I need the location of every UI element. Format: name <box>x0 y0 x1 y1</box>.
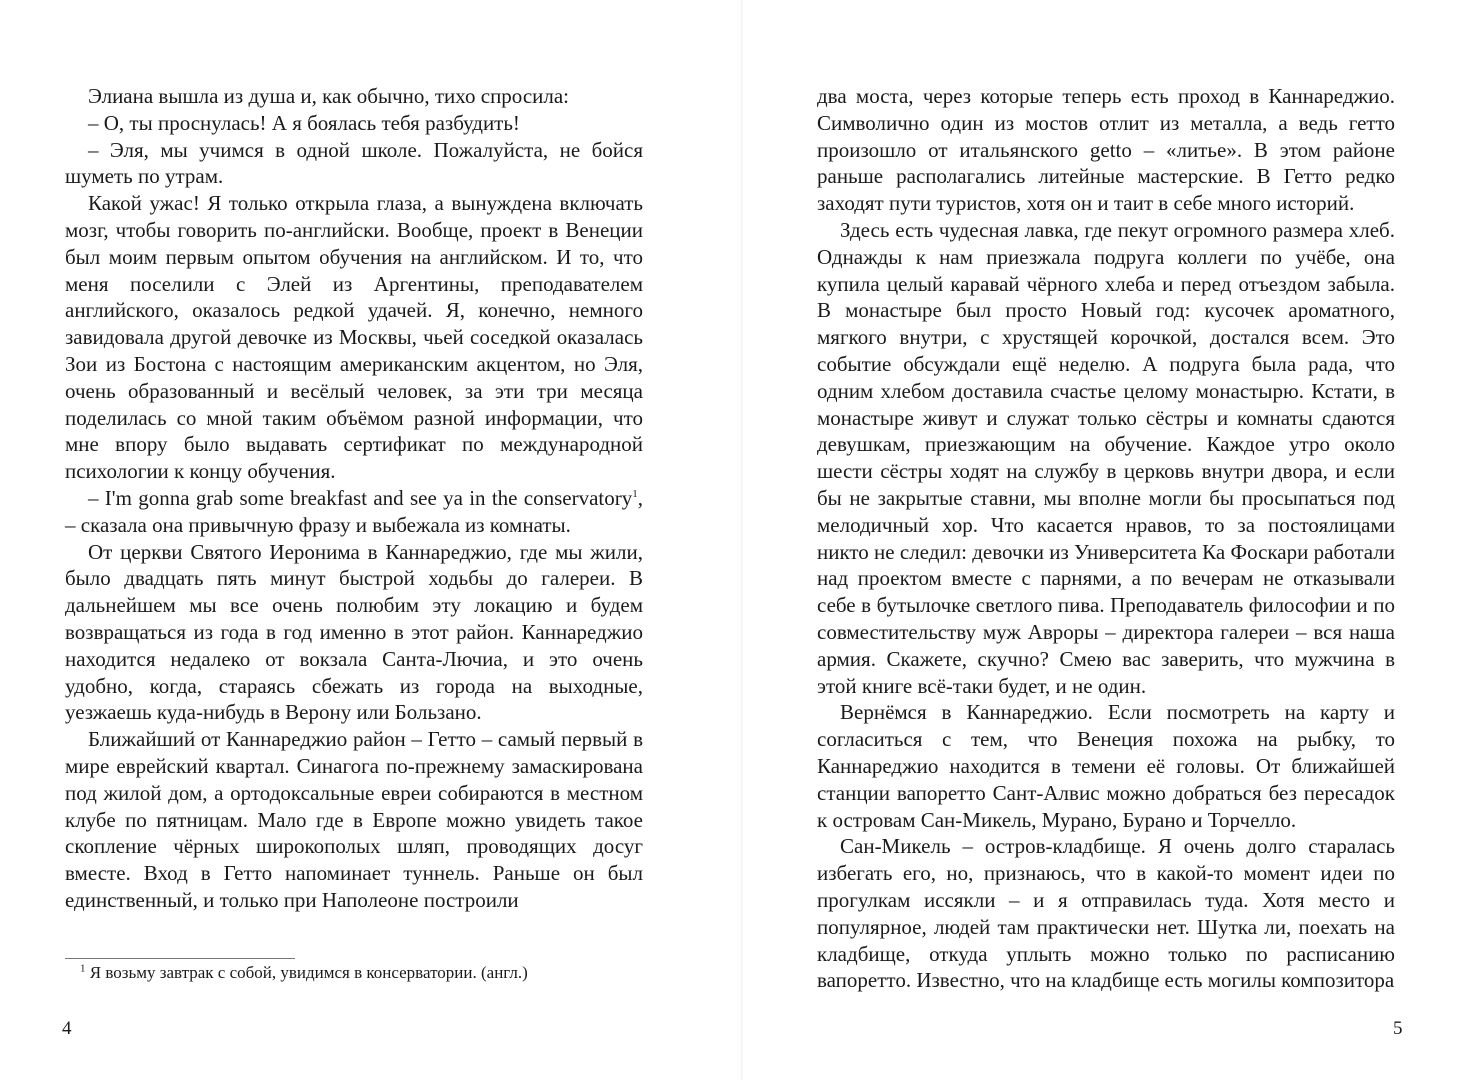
footnote-reference: 1 <box>632 487 638 500</box>
left-text-column <box>65 83 643 914</box>
paragraph: Сан-Микель – остров-кладбище. Я очень долго старалась избегать его, но, признаюсь, что в какой-то момент идеи по прогулкам иссякли – и я отправилась туда. Хотя место и популярное, людей там практически нет. Шутка ли, поехать на кладбище, откуда уплыть можно только по расписанию вапоретто. Известно, что на кладбище есть могилы композитора <box>817 834 1395 993</box>
footnote <box>80 962 640 984</box>
paragraph: От церкви Святого Иеронима в Каннареджио, где мы жили, было двадцать пять минут быстрой ходьбы до галереи. В дальнейшем мы все очень полюбим эту локацию и будем возвращаться из года в год именно в этот район. Каннареджио находится недалеко от вокзала Санта-Лючиа, и это очень удобно, когда, стараясь сбежать из города на выходные, уезжаешь куда-нибудь в Верону или Бользано. <box>65 539 643 725</box>
footnote-mark: 1 <box>80 962 86 975</box>
right-page <box>742 0 1484 1080</box>
paragraph: – О, ты проснулась! А я боялась тебя разбудить! <box>88 110 520 135</box>
paragraph-continued: два моста, через которые теперь есть проход в Каннареджио. Символично один из мостов отлит из металла, а ведь гетто произошло от итальянского getto – «литье». В этом районе раньше располагались литейные мастерские. В Гетто редко заходят пути туристов, хотя он и таит в себе много историй. <box>817 84 1395 216</box>
right-text-column <box>817 83 1395 994</box>
paragraph: Вернёмся в Каннареджио. Если посмотреть на карту и согласиться с тем, что Венеция похожа на рыбку, то Каннареджио находится в темени её головы. От ближайшей станции вапоретто Сант-Алвис можно добраться без пересадок к островам Сан-Микель, Мурано, Бурано и Торчелло. <box>817 700 1395 832</box>
paragraph: Ближайший от Каннареджио район – Гетто – самый первый в мире еврейский квартал. Синагога по-прежнему замаскирована под жилой дом, а ортодоксальные евреи собираются в местном клубе по пятницам. Мало где в Европе можно увидеть такое скопление чёрных широкополых шляп, проводящих досуг вместе. Вход в Гетто напоминает туннель. Раньше он был единственный, и только при Наполеоне построили <box>65 727 643 912</box>
paragraph: Здесь есть чудесная лавка, где пекут огромного размера хлеб. Однажды к нам приезжала подруга коллеги по учёбе, она купила целый каравай чёрного хлеба и перед отъездом забыла. В монастыре был просто Новый год: кусочек ароматного, мягкого внутри, с хрустящей корочкой, достался всем. Это событие обсуждали ещё неделю. А подруга была рада, что одним хлебом доставила счастье целому монастырю. Кстати, в монастыре живут и служат только сёстры и комнаты сдаются девушкам, приезжающим на обучение. Каждое утро около шести сёстры ходят на службу в церковь внутри двора, и если бы не закрытые ставни, мы вполне могли бы просыпаться под мелодичный хор. Что касается нравов, то за постоялицами никто не следил: девочки из Университета Ка Фоскари работали над проектом вместе с парнями, а по вечерам не отказывали себе в бутылочке светлого пива. Преподаватель философии и по совместительству муж Авроры – директора галереи – вся наша армия. Скажете, скучно? Смею вас заверить, что мужчина в этой книге всё-таки будет, и не один. <box>817 217 1395 698</box>
paragraph-with-footnote <box>65 485 643 539</box>
page-number: 5 <box>1393 1018 1403 1039</box>
page-number: 4 <box>62 1018 72 1039</box>
paragraph: Элиана вышла из душа и, как обычно, тихо спросила: <box>88 84 570 108</box>
paragraph: – Эля, мы учимся в одной школе. Пожалуйста, не бойся шуметь по утрам. <box>65 137 643 189</box>
english-quote: – I'm gonna grab some breakfast and see ya in the conservatory <box>88 485 633 510</box>
quote-continuation: , – сказала она привычную фразу и выбежала из комнаты. <box>65 485 643 537</box>
paragraph: Какой ужас! Я только открыла глаза, а вынуждена включать мозг, чтобы говорить по-английски. Вообще, проект в Венеции был моим первым опытом обучения на английском. И то, что меня поселили с Элей из Аргентины, преподавателем английского, оказалось редкой удачей. Я, конечно, немного завидовала другой девочке из Москвы, чьей соседкой оказалась Зои из Бостона с настоящим американским акцентом, но Эля, очень образованный и весёлый человек, за эти три месяца поделилась со мной таким объёмом разной информации, что мне впору было выдавать сертификат по международной психологии к концу обучения. <box>65 191 643 484</box>
footnote-divider <box>65 958 295 959</box>
footnote-text: Я возьму завтрак с собой, увидимся в консерватории. (англ.) <box>89 963 528 982</box>
